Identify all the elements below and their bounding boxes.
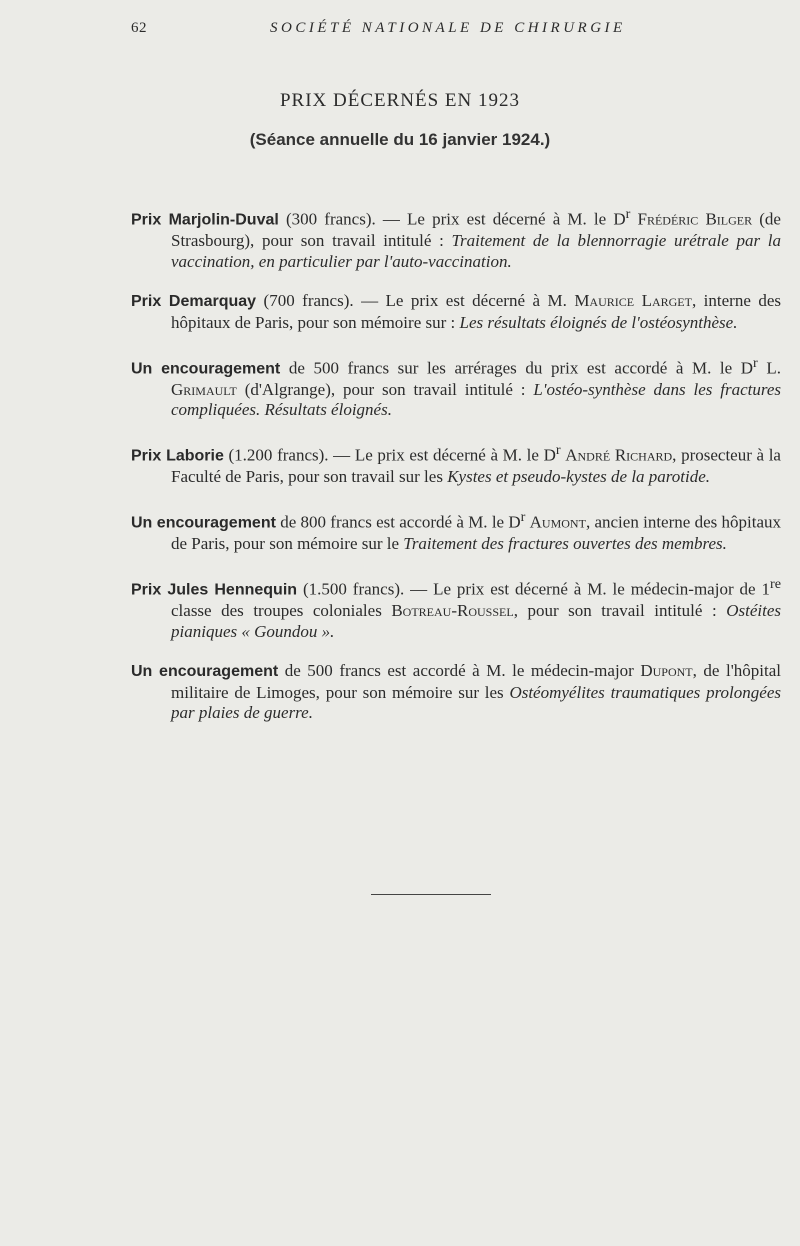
section-title: PRIX DÉCERNÉS EN 1923: [279, 90, 521, 111]
work-title: Ostéomyélites traumatiques prolongées par plaies de guerre.: [171, 682, 781, 723]
laureate-name: Dupont: [640, 661, 693, 681]
entry-text: de 800 francs est accordé à M. le D: [275, 512, 521, 532]
prize-heading: Un encouragement: [131, 360, 281, 378]
entry-text: , de l'hôpital militaire de Limoges, pour son mémoire sur les: [171, 661, 781, 702]
entry-text: (1.500 francs). — Le prix est décerné à M. le médecin-major de 1: [297, 579, 770, 599]
laureate-name: Maurice Larget: [574, 291, 692, 311]
entry-text: (1.200 francs). — Le prix est décerné à M. le D: [223, 445, 556, 465]
entry-text: (300 francs). — Le prix est décerné à M. le D: [278, 209, 626, 229]
prize-entry: [131, 440, 781, 488]
laureate-name: André Richard: [565, 445, 673, 465]
prize-list: [131, 187, 781, 743]
work-title: Ostéites pianiques « Goundou ».: [171, 601, 781, 641]
laureate-name: Frédéric Bilger: [637, 209, 753, 229]
entry-text: (700 francs). — Le prix est décerné à M.: [256, 291, 575, 311]
entry-text: L.: [757, 358, 781, 378]
entry-superscript: r: [625, 206, 631, 222]
work-title: Traitement des fractures ouvertes des membres.: [403, 534, 727, 554]
entry-text: , pour son travail intitulé :: [513, 601, 727, 620]
entry-superscript: re: [770, 575, 781, 592]
prize-entry: [131, 574, 781, 642]
entry-superscript: r: [555, 442, 561, 459]
section-subtitle: (Séance annuelle du 16 janvier 1924.): [249, 130, 551, 149]
running-head: SOCIÉTÉ NATIONALE DE CHIRURGIE: [270, 20, 626, 36]
prize-entry: [131, 291, 781, 333]
work-title: Traitement de la blennorragie urétrale par la vaccination, en particulier par l'auto-vaccination.: [171, 231, 781, 271]
prize-entry: [131, 661, 781, 724]
entry-text: , ancien interne des hôpitaux de Paris, pour son mémoire sur le: [171, 512, 781, 554]
laureate-name: Grimault: [171, 379, 237, 399]
prize-entry: [131, 507, 781, 555]
laureate-name: Botreau-Roussel: [391, 601, 514, 620]
prize-entry: [131, 204, 781, 272]
prize-heading: Prix Jules Hennequin: [131, 581, 298, 599]
end-rule: [371, 894, 491, 895]
prize-entry: [131, 353, 781, 421]
entry-text: (d'Algrange), pour son travail intitulé :: [236, 379, 534, 399]
entry-text: de 500 francs sur les arrérages du prix est accordé à M. le D: [280, 358, 754, 378]
work-title: L'ostéo-synthèse dans les fractures compliquées. Résultats éloignés.: [171, 379, 781, 420]
prize-heading: Un encouragement: [131, 514, 276, 532]
prize-heading: Prix Marjolin-Duval: [131, 211, 279, 229]
prize-heading: Prix Laborie: [131, 447, 224, 465]
work-title: Les résultats éloignés de l'ostéosynthèse.: [459, 313, 738, 333]
prize-heading: Un encouragement: [131, 663, 279, 681]
prize-heading: Prix Demarquay: [131, 293, 257, 311]
entry-text: , prosecteur à la Faculté de Paris, pour son travail sur les: [171, 445, 781, 487]
entry-text: , interne des hôpitaux de Paris, pour son mémoire sur :: [171, 291, 781, 333]
entry-text: classe des troupes coloniales: [171, 601, 392, 620]
laureate-name: Aumont: [529, 512, 586, 532]
page-number: 62: [131, 20, 147, 36]
entry-text: (de Strasbourg), pour son travail intitulé :: [171, 209, 781, 251]
work-title: Kystes et pseudo-kystes de la parotide.: [447, 467, 711, 487]
entry-superscript: r: [520, 508, 526, 525]
entry-superscript: r: [753, 354, 758, 371]
entry-text: de 500 francs est accordé à M. le médecin-major: [278, 661, 641, 681]
